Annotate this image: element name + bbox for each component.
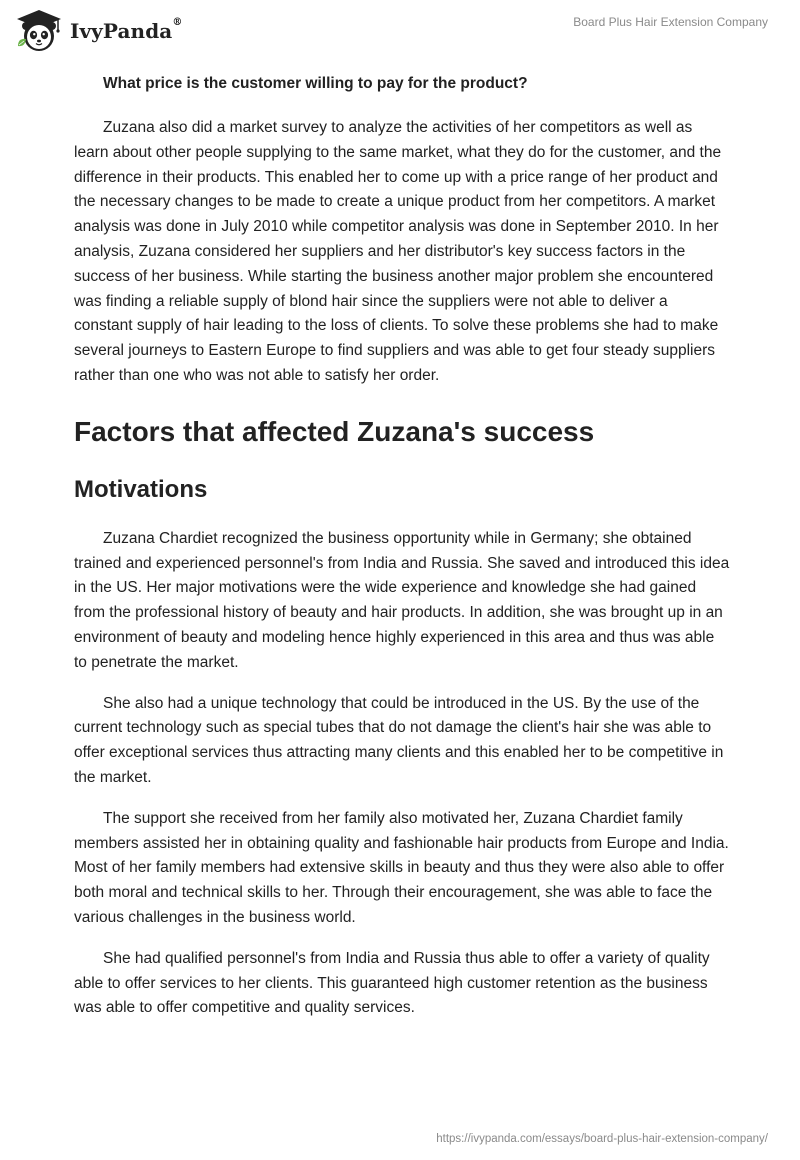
paragraph: The support she received from her family also motivated her, Zuzana Chardiet family members assisted her in obtaining quality and fashionable hair products from Europe and India. Most of her family members had extensive skills in beauty and thus they were also able to offer both moral and technical skills to her. Through their encouragement, she was able to face the various challenges in the business world. xyxy=(74,809,729,926)
paragraph: Zuzana Chardiet recognized the business opportunity while in Germany; she obtained trained and experienced personnel's from India and Russia. She saved and introduced this idea in the US. Her major motivations were the wide experience and knowledge she had gained from the professional history of beauty and hair products. In addition, she was brought up in an environment of beauty and modeling hence highly experienced in this area and thus was able to penetrate the market. xyxy=(74,529,730,671)
source-url-link[interactable]: https://ivypanda.com/essays/board-plus-hair-extension-company/ xyxy=(436,1133,768,1145)
intro-paragraph: Zuzana also did a market survey to analyze the activities of her competitors as well as learn about other people supplying to the same market, what they do for the customer, and the difference in their products. This enabled her to come up with a price range of her product and the necessary changes to be made to create a unique product from her competitors. A market analysis was done in July 2010 while competitor analysis was done in September 2010. In her analysis, Zuzana considered her suppliers and her distributor's key success factors in the success of her business. While starting the business another major problem she encountered was finding a reliable supply of blond hair since the suppliers were not able to deliver a constant supply of hair leading to the loss of clients. To solve these problems she had to make several journeys to Eastern Europe to find suppliers and was able to get four steady suppliers rather than one who was not able to satisfy her order. xyxy=(74,119,722,384)
logo-wordmark: IvyPanda® xyxy=(70,17,183,43)
ivypanda-logo[interactable] xyxy=(14,8,182,54)
paragraph: She also had a unique technology that could be introduced in the US. By the use of the current technology such as special tubes that do not damage the client's hair she was able to offer exceptional services thus attracting many clients and this enabled her to be competitive in the market. xyxy=(74,694,724,786)
page-header xyxy=(0,0,800,64)
article-body xyxy=(74,72,730,1037)
subsection-heading: Motivations xyxy=(74,475,208,503)
section-heading: Factors that affected Zuzana's success xyxy=(74,415,595,447)
panda-graduate-logo-icon xyxy=(14,8,64,54)
document-title: Board Plus Hair Extension Company xyxy=(573,15,768,29)
question-heading: What price is the customer willing to pay for the product? xyxy=(103,75,528,92)
paragraph: She had qualified personnel's from India and Russia thus able to offer a variety of quality able to offer services to her clients. This guaranteed high customer retention as the business was able to offer competitive and quality services. xyxy=(74,949,710,1017)
